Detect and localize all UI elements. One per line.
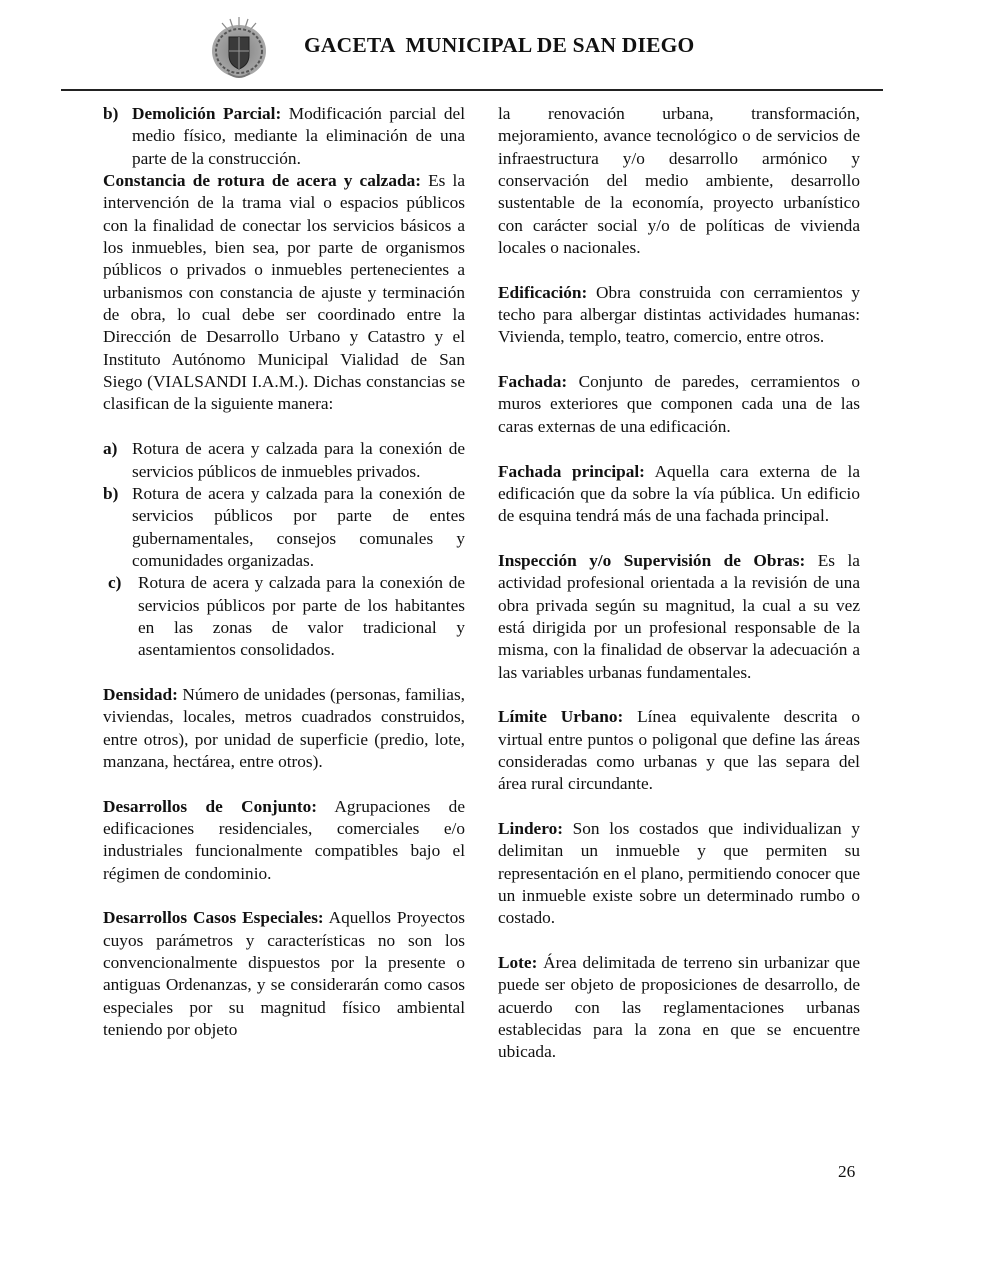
gazette-title: GACETA MUNICIPAL DE SAN DIEGO: [304, 33, 695, 57]
definition-constancia-rotura: [103, 170, 465, 416]
list-item-text: Rotura de acera y calzada para la conexión de servicios públicos de inmuebles privados.: [132, 439, 465, 481]
definition-term: Densidad:: [103, 684, 178, 704]
header-divider: [61, 89, 883, 91]
definition-text: Son los costados que individualizan y delimitan un inmueble y que permiten su representación en el plano, permitiendo conocer que un inmueble existe sobre un determinado rumbo o costado.: [498, 819, 860, 928]
definition-term: Fachada principal:: [498, 461, 645, 481]
definition-term: Constancia de rotura de acera y calzada:: [103, 171, 421, 191]
list-item: [103, 438, 465, 483]
definition-densidad: [103, 684, 465, 773]
list-item: [103, 572, 465, 661]
definition-text: Modificación parcial del medio físico, mediante la eliminación de una parte de la construcción.: [132, 104, 465, 168]
list-marker: b): [103, 483, 119, 503]
coat-of-arms-icon: [210, 15, 268, 81]
definition-lote: [498, 952, 860, 1064]
continued-paragraph: la renovación urbana, transformación, mejoramiento, avance tecnológico o de servicios de infraestructura y/o desarrollo armónico y conservación del medio ambiente, desarrollo sustentable de la economía, proyecto urbanístico con carácter social y/o de políticas de vivienda locales o nacionales.: [498, 104, 860, 258]
definition-term: Demolición Parcial:: [132, 104, 282, 123]
definition-text: Obra construida con cerramientos y techo para albergar distintas actividades humanas: Vivienda, templo, teatro, comercio, entre otros.: [498, 282, 860, 347]
definition-inspeccion: [498, 550, 860, 684]
definition-term: Fachada:: [498, 372, 568, 392]
page-number: 26: [838, 1162, 856, 1181]
definition-demolicion-parcial: [103, 103, 465, 170]
definition-text: Agrupaciones de edificaciones residenciales, comerciales e/o industriales funcionalmente compatibles bajo el régimen de condominio.: [103, 796, 465, 883]
definition-term: Desarrollos Casos Especiales:: [103, 908, 324, 928]
definition-text: Área delimitada de terreno sin urbanizar que puede ser objeto de proposiciones de desarrollo, de acuerdo con las reglamentaciones urbanas establecidas para la zona en que se encuentre ubicada.: [498, 953, 860, 1062]
right-column: [498, 103, 860, 1086]
definition-desarrollos-casos-especiales: [103, 907, 465, 1041]
list-marker: c): [108, 573, 122, 593]
definition-term: Lote:: [498, 953, 538, 973]
definition-fachada: [498, 371, 860, 438]
definition-text: Número de unidades (personas, familias, viviendas, locales, metros cuadrados construidos, entre otros), por unidad de superficie (predio, lote, manzana, hectárea, entre otros).: [103, 684, 465, 771]
definition-text: Es la intervención de la trama vial o espacios públicos con la finalidad de conectar los servicios básicos a los inmuebles, bien sea, por parte de organismos públicos o privados o inmuebles pertenecientes a urbanismos con constancia de ajuste y terminación de obra, lo cual debe ser coordinado entre la Dirección de Desarrollo Urbano y Catastro y el Instituto Autónomo Municipal Vialidad de San Siego (VIALSANDI I.A.M.). Dichas constancias se clasifican de la siguiente manera:: [103, 171, 465, 414]
definition-text: Línea equivalente descrita o virtual entre puntos o poligonal que define las áreas consideradas como urbanas y que las separa del área rural circundante.: [498, 707, 860, 794]
list-item-text: Rotura de acera y calzada para la conexión de servicios públicos por parte de los habitantes en las zonas de valor tradicional y asentamientos consolidados.: [138, 573, 465, 660]
constancia-classification-list: [103, 438, 465, 661]
definition-term: Inspección y/o Supervisión de Obras:: [498, 550, 806, 570]
list-item-text: Rotura de acera y calzada para la conexión de servicios públicos por parte de entes gubernamentales, consejos comunales y comunidades organizadas.: [132, 483, 465, 570]
definition-fachada-principal: [498, 461, 860, 528]
list-marker: b): [103, 104, 119, 123]
definition-text: Aquella cara externa de la edificación que da sobre la vía pública. Un edificio de esquina tendrá más de una fachada principal.: [498, 461, 861, 526]
page-header: [0, 0, 990, 92]
definition-edificacion: [498, 282, 860, 349]
definition-limite-urbano: [498, 706, 860, 795]
definition-text: Es la actividad profesional orientada a la revisión de una obra privada según su magnitud, la cual a su vez está dirigida por un profesional responsable de la misma, con la finalidad de observar la adecuación a las variables urbanas fundamentales.: [498, 550, 860, 682]
left-column: [103, 103, 465, 1064]
definition-term: Edificación:: [498, 282, 588, 302]
definition-term: Límite Urbano:: [498, 707, 624, 727]
definition-term: Desarrollos de Conjunto:: [103, 796, 317, 816]
definition-term: Lindero:: [498, 819, 563, 838]
definition-desarrollos-conjunto: [103, 796, 465, 885]
list-marker: a): [103, 439, 118, 459]
list-item: [103, 483, 465, 572]
definition-text: Aquellos Proyectos cuyos parámetros y características no son los convencionalmente dispuestos por la presente o antiguas Ordenanzas, y se considerarán como casos especiales por su magnitud físico ambiental teniendo por objeto: [103, 908, 465, 1040]
definition-lindero: [498, 818, 860, 930]
definition-text: Conjunto de paredes, cerramientos o muros exteriores que componen cada una de las caras externas de una edificación.: [498, 372, 860, 436]
